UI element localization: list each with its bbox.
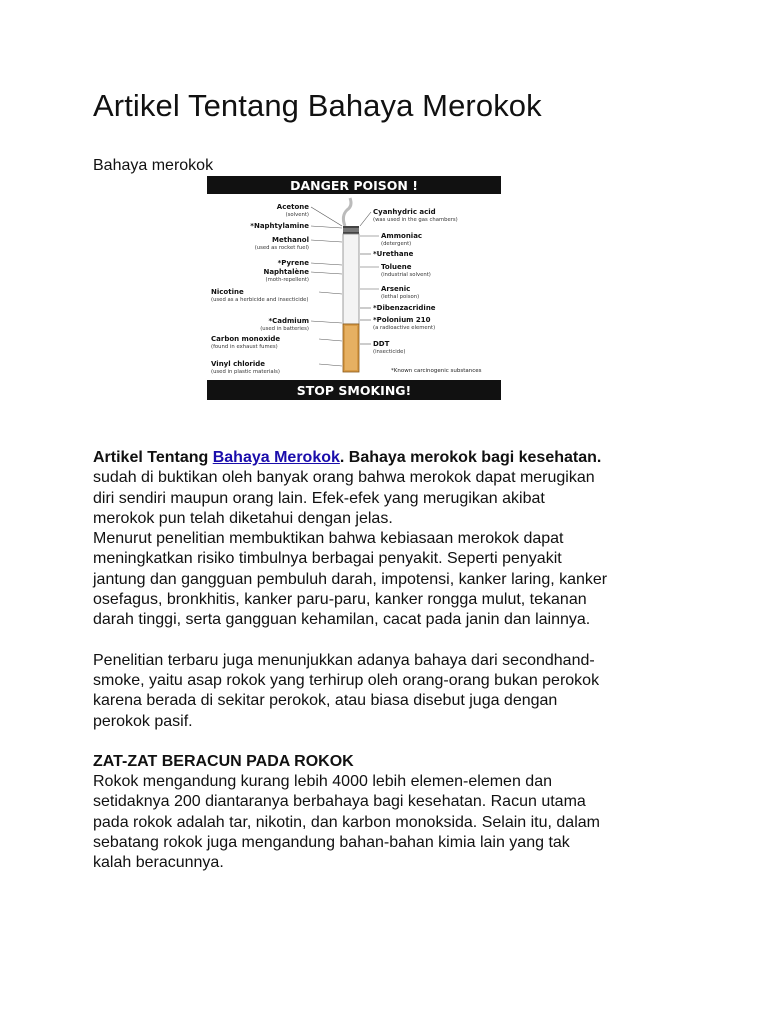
danger-poison-poster: [207, 176, 501, 400]
text-line: pada rokok adalah tar, nikotin, dan karbon monoksida. Selain itu, dalam: [93, 813, 600, 831]
paragraph-3: [93, 772, 683, 873]
image-caption: Bahaya merokok: [93, 157, 214, 174]
poster-header: DANGER POISON !: [290, 178, 418, 193]
poster-label-right-sub: (detergent): [381, 241, 412, 247]
page-title: Artikel Tentang Bahaya Merokok: [93, 88, 542, 123]
poster-label-left: Acetone: [276, 203, 309, 211]
text-line: merokok pun telah diketahui dengan jelas.: [93, 509, 393, 527]
poster-label-right-sub: (industrial solvent): [381, 272, 431, 278]
poster-label-left-sub: (moth-repellent): [265, 277, 309, 283]
poster-label-left: Naphtalène: [263, 268, 309, 276]
text-line: osefagus, bronkhitis, kanker paru-paru, kanker rongga mulut, tekanan: [93, 591, 587, 609]
poster-label-right: DDT: [373, 340, 390, 348]
poster-footnote: *Known carcinogenic substances: [391, 368, 482, 374]
poster-label-left-sub: (used as rocket fuel): [254, 245, 309, 251]
text-line: sudah di buktikan oleh banyak orang bahwa merokok dapat merugikan: [93, 469, 595, 487]
poster-label-right-sub: (lethal poison): [381, 294, 420, 300]
lead-prefix: Artikel Tentang: [93, 449, 213, 466]
poster-label-left: Nicotine: [211, 288, 244, 296]
poster-label-left-sub: (found in exhaust fumes): [211, 344, 278, 350]
text-line: meningkatkan risiko timbulnya berbagai penyakit. Seperti penyakit: [93, 550, 562, 568]
poster-label-left-sub: (solvent): [285, 212, 309, 218]
poster-label-right-sub: (a radioactive element): [373, 325, 436, 331]
poster-label-right-sub: (insecticide): [373, 349, 406, 355]
lead-suffix: . Bahaya merokok bagi kesehatan.: [339, 449, 602, 466]
article-body: [93, 448, 683, 874]
text-line: jantung dan gangguan pembuluh darah, impotensi, kanker laring, kanker: [93, 570, 608, 588]
poster-label-right: *Polonium 210: [373, 316, 431, 324]
text-line: Rokok mengandung kurang lebih 4000 lebih elemen-elemen dan: [93, 773, 552, 791]
text-line: perokok pasif.: [93, 712, 193, 730]
paragraph-2: [93, 651, 683, 732]
poster-label-left: *Pyrene: [277, 259, 309, 267]
text-line: karena berada di sekitar perokok, atau biasa disebut juga dengan: [93, 692, 558, 710]
section-heading: ZAT-ZAT BERACUN PADA ROKOK: [93, 752, 354, 770]
poster-label-left: Vinyl chloride: [211, 360, 266, 368]
poster-label-left-sub: (used as a herbicide and insecticide): [211, 297, 309, 303]
text-line: darah tinggi, serta gangguan kehamilan, cacat pada janin dan lainnya.: [93, 611, 591, 629]
text-line: smoke, yaitu asap rokok yang terhirup oleh orang-orang bukan perokok: [93, 671, 600, 689]
text-line: Penelitian terbaru juga menunjukkan adanya bahaya dari secondhand-: [93, 651, 595, 669]
text-line: kalah beracunnya.: [93, 854, 224, 872]
paragraph-1: [93, 468, 683, 630]
poster-label-left-sub: (used in batteries): [260, 326, 309, 332]
poster-label-right: Arsenic: [381, 285, 411, 293]
text-line: setidaknya 200 diantaranya berbahaya bagi kesehatan. Racun utama: [93, 793, 586, 811]
poster-label-right-sub: (was used in the gas chambers): [373, 217, 458, 223]
poster-label-left: Methanol: [272, 236, 309, 244]
article-lead: [93, 448, 683, 468]
poster-label-left-sub: (used in plastic materials): [211, 369, 280, 375]
poster-footer: STOP SMOKING!: [296, 383, 412, 398]
text-line: diri sendiri maupun orang lain. Efek-efek yang merugikan akibat: [93, 489, 545, 507]
poster-label-right: Ammoniac: [381, 232, 423, 240]
text-line: sebatang rokok juga mengandung bahan-bahan kimia lain yang tak: [93, 834, 570, 852]
poster-label-left: *Naphtylamine: [250, 222, 309, 230]
poster-label-left: *Cadmium: [268, 317, 309, 325]
text-line: Menurut penelitian membuktikan bahwa kebiasaan merokok dapat: [93, 530, 564, 548]
poster-label-left: Carbon monoxide: [211, 335, 281, 343]
poster-label-right: Toluene: [381, 263, 412, 271]
poster-label-right: *Urethane: [373, 250, 414, 258]
poster-label-right: *Dibenzacridine: [373, 304, 436, 312]
bahaya-merokok-link[interactable]: Bahaya Merokok: [212, 449, 340, 466]
poster-label-right: Cyanhydric acid: [373, 208, 436, 216]
